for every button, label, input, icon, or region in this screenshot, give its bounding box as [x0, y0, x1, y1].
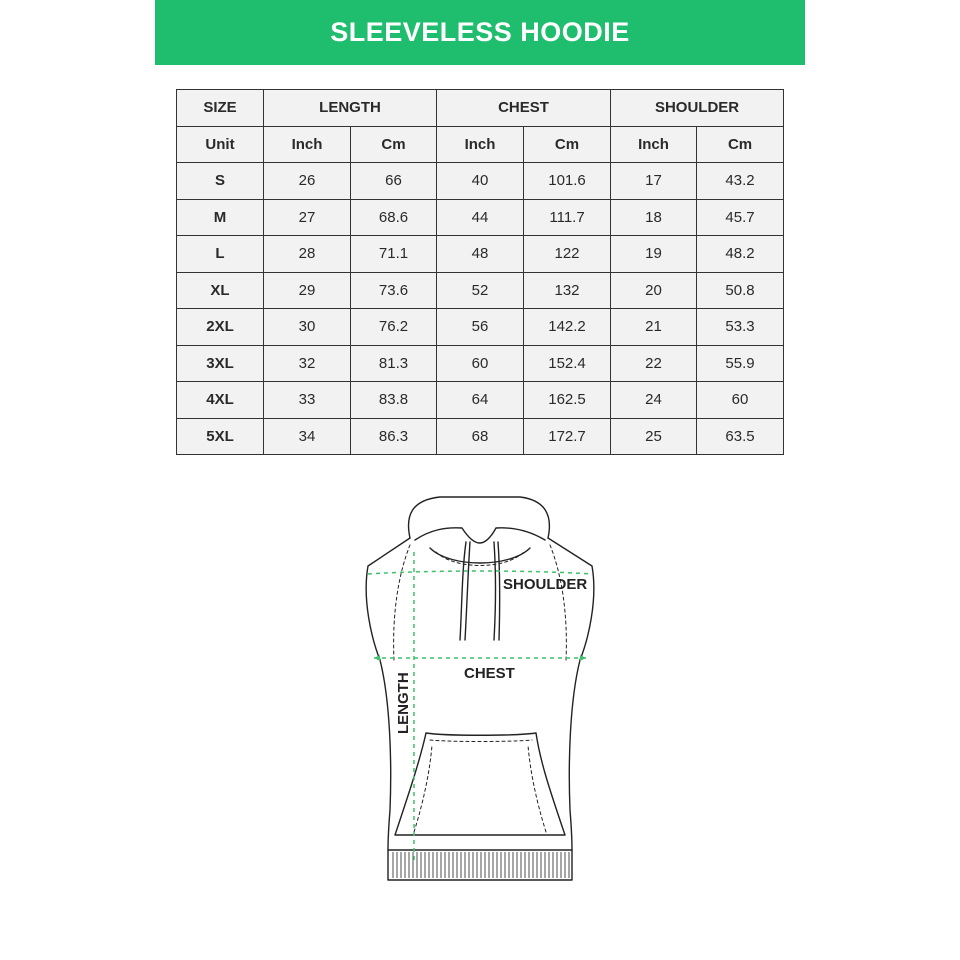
length-in-cell: 28	[264, 236, 351, 273]
length-cm-cell: 73.6	[351, 272, 437, 309]
table-units-row	[177, 126, 784, 163]
chest-in-cell: 40	[437, 163, 524, 200]
table-row	[177, 418, 784, 455]
size-cell: M	[177, 199, 264, 236]
size-cell: 5XL	[177, 418, 264, 455]
shoulder-in-cell: 19	[611, 236, 697, 273]
length-in-cell: 32	[264, 345, 351, 382]
unit-label: Unit	[177, 126, 264, 163]
length-in-cell: 30	[264, 309, 351, 346]
size-cell: 3XL	[177, 345, 264, 382]
table-row	[177, 345, 784, 382]
table-row	[177, 163, 784, 200]
chest-in-cell: 64	[437, 382, 524, 419]
length-cm-cell: 68.6	[351, 199, 437, 236]
length-in-cell: 29	[264, 272, 351, 309]
shoulder-cm-cell: 53.3	[697, 309, 784, 346]
unit-cm: Cm	[351, 126, 437, 163]
chest-cm-cell: 172.7	[524, 418, 611, 455]
shoulder-cm-cell: 50.8	[697, 272, 784, 309]
length-cm-cell: 83.8	[351, 382, 437, 419]
shoulder-cm-cell: 60	[697, 382, 784, 419]
shoulder-cm-cell: 63.5	[697, 418, 784, 455]
chest-cm-cell: 152.4	[524, 345, 611, 382]
size-cell: S	[177, 163, 264, 200]
shoulder-cm-cell: 55.9	[697, 345, 784, 382]
header-chest: CHEST	[437, 90, 611, 127]
shoulder-in-cell: 18	[611, 199, 697, 236]
chest-in-cell: 56	[437, 309, 524, 346]
size-chart-table	[176, 89, 784, 455]
table-row	[177, 272, 784, 309]
length-cm-cell: 76.2	[351, 309, 437, 346]
unit-inch: Inch	[264, 126, 351, 163]
size-cell: L	[177, 236, 264, 273]
chest-cm-cell: 101.6	[524, 163, 611, 200]
unit-cm: Cm	[697, 126, 784, 163]
chest-cm-cell: 132	[524, 272, 611, 309]
chest-in-cell: 48	[437, 236, 524, 273]
shoulder-in-cell: 22	[611, 345, 697, 382]
header-length: LENGTH	[264, 90, 437, 127]
chest-cm-cell: 111.7	[524, 199, 611, 236]
length-cm-cell: 81.3	[351, 345, 437, 382]
size-cell: 4XL	[177, 382, 264, 419]
header-size: SIZE	[177, 90, 264, 127]
length-cm-cell: 66	[351, 163, 437, 200]
header-shoulder: SHOULDER	[611, 90, 784, 127]
table-row	[177, 199, 784, 236]
length-in-cell: 27	[264, 199, 351, 236]
shoulder-cm-cell: 43.2	[697, 163, 784, 200]
unit-inch: Inch	[611, 126, 697, 163]
shoulder-in-cell: 17	[611, 163, 697, 200]
chest-in-cell: 68	[437, 418, 524, 455]
length-label: LENGTH	[395, 672, 412, 734]
shoulder-label: SHOULDER	[503, 576, 588, 593]
chest-label: CHEST	[464, 665, 515, 682]
title-banner	[155, 0, 805, 65]
shoulder-in-cell: 25	[611, 418, 697, 455]
shoulder-in-cell: 21	[611, 309, 697, 346]
chest-in-cell: 52	[437, 272, 524, 309]
size-cell: XL	[177, 272, 264, 309]
unit-inch: Inch	[437, 126, 524, 163]
table-row	[177, 309, 784, 346]
chest-in-cell: 60	[437, 345, 524, 382]
shoulder-cm-cell: 48.2	[697, 236, 784, 273]
chest-cm-cell: 162.5	[524, 382, 611, 419]
chest-cm-cell: 122	[524, 236, 611, 273]
table-row	[177, 236, 784, 273]
table-header-row	[177, 90, 784, 127]
length-in-cell: 33	[264, 382, 351, 419]
shoulder-in-cell: 20	[611, 272, 697, 309]
shoulder-in-cell: 24	[611, 382, 697, 419]
chest-cm-cell: 142.2	[524, 309, 611, 346]
unit-cm: Cm	[524, 126, 611, 163]
page-title: SLEEVELESS HOODIE	[330, 17, 630, 47]
length-cm-cell: 86.3	[351, 418, 437, 455]
hem-ribbing	[393, 852, 569, 878]
chest-in-cell: 44	[437, 199, 524, 236]
size-cell: 2XL	[177, 309, 264, 346]
shoulder-cm-cell: 45.7	[697, 199, 784, 236]
length-in-cell: 34	[264, 418, 351, 455]
table-row	[177, 382, 784, 419]
length-in-cell: 26	[264, 163, 351, 200]
length-cm-cell: 71.1	[351, 236, 437, 273]
